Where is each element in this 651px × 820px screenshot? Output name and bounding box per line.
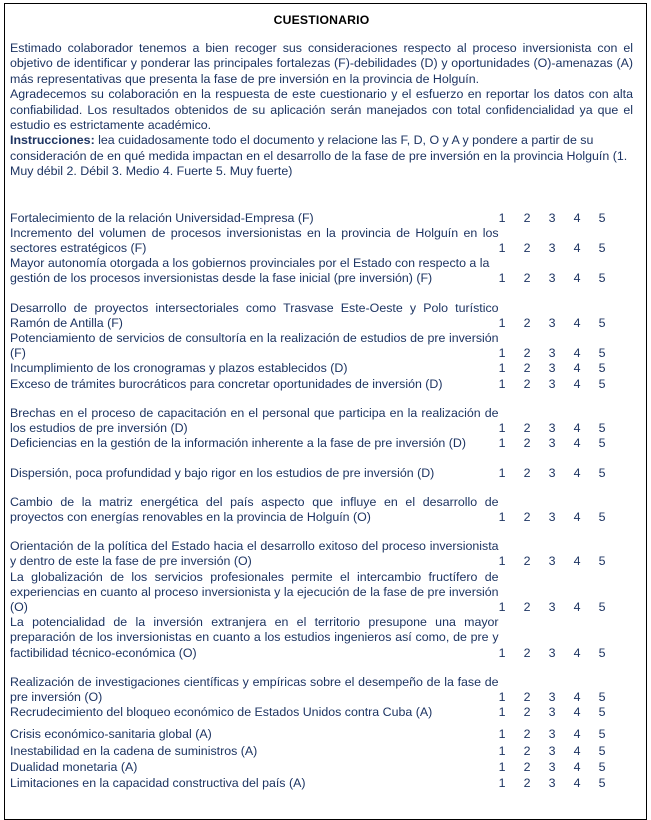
rating-option-1[interactable]: 1 xyxy=(498,775,506,790)
rating-option-1[interactable]: 1 xyxy=(498,645,506,660)
item-rating-scale[interactable] xyxy=(499,661,633,705)
rating-option-3[interactable]: 3 xyxy=(548,210,556,225)
rating-option-3[interactable]: 3 xyxy=(548,759,556,774)
item-rating-scale[interactable] xyxy=(499,720,633,742)
rating-option-1[interactable]: 1 xyxy=(498,361,506,376)
rating-option-4[interactable]: 4 xyxy=(573,346,581,361)
item-statement: Mayor autonomía otorgada a los gobiernos provinciales por el Estado con respecto a la gestión de los procesos inversionistas desde la fase inicial (pre inversión) (F) xyxy=(10,256,490,286)
rating-option-5[interactable]: 5 xyxy=(598,743,606,758)
item-statement: Recrudecimiento del bloqueo económico de Estados Unidos contra Cuba (A) xyxy=(10,705,433,720)
questionnaire-item-row xyxy=(10,615,633,661)
rating-option-2[interactable]: 2 xyxy=(523,645,531,660)
rating-option-1[interactable]: 1 xyxy=(498,421,506,436)
item-statement: Orientación de la política del Estado hacia el desarrollo exitoso del proceso inversionista y dentro de este la fase de pre inversión (O) xyxy=(10,539,499,569)
rating-option-2[interactable]: 2 xyxy=(523,346,531,361)
rating-option-2[interactable]: 2 xyxy=(523,421,531,436)
item-rating-scale[interactable] xyxy=(499,392,633,436)
page-content xyxy=(6,4,637,816)
rating-option-2[interactable]: 2 xyxy=(523,554,531,569)
rating-option-4[interactable]: 4 xyxy=(573,509,581,524)
rating-option-5[interactable]: 5 xyxy=(598,241,606,256)
rating-option-3[interactable]: 3 xyxy=(548,271,556,286)
rating-option-3[interactable]: 3 xyxy=(548,376,556,391)
rating-option-3[interactable]: 3 xyxy=(548,705,556,720)
item-statement: Deficiencias en la gestión de la información inherente a la fase de pre inversión (D) xyxy=(10,436,466,451)
intro-paragraph-2: Agradecemos su colaboración en la respuesta de este cuestionario y el esfuerzo en reportar los datos con alta confiabilidad. Los resultados obtenidos de su aplicación serán manejados con total confidencialidad ya que el estudio es estrictamente académico. xyxy=(10,87,633,133)
rating-option-2[interactable]: 2 xyxy=(523,727,531,742)
rating-option-1[interactable]: 1 xyxy=(498,705,506,720)
questionnaire-item-row xyxy=(10,705,633,720)
item-rating-scale[interactable] xyxy=(499,615,633,661)
item-rating-scale[interactable] xyxy=(499,570,633,616)
rating-option-5[interactable]: 5 xyxy=(598,775,606,790)
item-rating-scale[interactable] xyxy=(499,377,633,392)
rating-option-1[interactable]: 1 xyxy=(498,271,506,286)
page-title: CUESTIONARIO xyxy=(273,13,370,27)
rating-option-5[interactable]: 5 xyxy=(598,376,606,391)
item-rating-scale[interactable] xyxy=(499,525,633,569)
questionnaire-item-row xyxy=(10,570,633,616)
rating-option-5[interactable]: 5 xyxy=(598,346,606,361)
rating-option-1[interactable]: 1 xyxy=(498,759,506,774)
intro-paragraph-1: Estimado colaborador tenemos a bien recoger sus consideraciones respecto al proceso inversionista con el objetivo de identificar y ponderar las principales fortalezas (F)-debilidades (D) y oportunidades (O)-amenazas (A) más representativas que presenta la fase de pre inversión en la provincia de Holguín. xyxy=(10,41,633,86)
item-rating-scale[interactable] xyxy=(499,331,633,361)
rating-option-3[interactable]: 3 xyxy=(548,421,556,436)
rating-option-4[interactable]: 4 xyxy=(573,376,581,391)
rating-option-3[interactable]: 3 xyxy=(548,436,556,451)
rating-option-2[interactable]: 2 xyxy=(523,705,531,720)
item-statement: La potencialidad de la inversión extranjera en el territorio presupone una mayor preparación de los inversionistas en cuanto a los estudios ingenieros así como, de pre y factibilidad técnico-económica (O) xyxy=(10,615,499,660)
item-statement: Limitaciones en la capacidad constructiva del país (A) xyxy=(10,775,306,790)
rating-option-2[interactable]: 2 xyxy=(523,315,531,330)
item-statement: Incremento del volumen de procesos inversionistas en la provincia de Holguín en los sectores estratégicos (F) xyxy=(10,225,499,256)
rating-option-2[interactable]: 2 xyxy=(523,465,531,480)
item-rating-scale[interactable] xyxy=(499,361,633,376)
questionnaire-item-row xyxy=(10,392,633,436)
rating-option-3[interactable]: 3 xyxy=(548,509,556,524)
rating-option-1[interactable]: 1 xyxy=(498,727,506,742)
rating-option-4[interactable]: 4 xyxy=(573,743,581,758)
rating-option-3[interactable]: 3 xyxy=(548,645,556,660)
rating-option-4[interactable]: 4 xyxy=(573,705,581,720)
rating-option-3[interactable]: 3 xyxy=(548,361,556,376)
questionnaire-item-row xyxy=(10,287,633,331)
questionnaire-item-row xyxy=(10,211,633,226)
rating-option-2[interactable]: 2 xyxy=(523,689,531,704)
questionnaire-item-row xyxy=(10,452,633,481)
item-rating-scale[interactable] xyxy=(499,226,633,256)
questionnaire-item-row xyxy=(10,436,633,451)
rating-option-2[interactable]: 2 xyxy=(523,210,531,225)
items-body xyxy=(10,211,633,792)
instructions-text: lea cuidadosamente todo el documento y relacione las F, D, O y A y pondere a partir de su consideración de en qué medida impactan en el desarrollo de la fase de pre inversión en la provincia Holguín (1. Muy débil 2. Débil 3. Medio 4. Fuerte 5. Muy fuerte) xyxy=(10,133,628,179)
questionnaire-item-row xyxy=(10,377,633,392)
rating-option-1[interactable]: 1 xyxy=(498,210,506,225)
rating-option-2[interactable]: 2 xyxy=(523,376,531,391)
rating-option-5[interactable]: 5 xyxy=(598,599,606,614)
rating-option-2[interactable]: 2 xyxy=(523,241,531,256)
rating-option-5[interactable]: 5 xyxy=(598,436,606,451)
rating-option-5[interactable]: 5 xyxy=(598,705,606,720)
rating-option-5[interactable]: 5 xyxy=(598,465,606,480)
item-rating-scale[interactable] xyxy=(499,452,633,481)
rating-option-3[interactable]: 3 xyxy=(548,315,556,330)
item-statement: Dualidad monetaria (A) xyxy=(10,759,138,774)
item-statement: Cambio de la matriz energética del país aspecto que influye en el desarrollo de proyectos con energías renovables en la provincia de Holguín (O) xyxy=(10,494,499,524)
item-statement: La globalización de los servicios profesionales permite el intercambio fructífero de experiencias en cuanto al proceso inversionista y la ejecución de la fase de pre inversión (O) xyxy=(10,569,499,614)
item-statement: Inestabilidad en la cadena de suministros (A) xyxy=(10,743,258,758)
item-rating-scale[interactable] xyxy=(499,759,633,775)
rating-option-5[interactable]: 5 xyxy=(598,421,606,436)
rating-option-1[interactable]: 1 xyxy=(498,554,506,569)
item-rating-scale[interactable] xyxy=(499,436,633,451)
item-statement: Potenciamiento de servicios de consultoría en la realización de estudios de pre inversión (F) xyxy=(10,331,499,361)
rating-option-1[interactable]: 1 xyxy=(498,315,506,330)
item-statement: Fortalecimiento de la relación Universidad-Empresa (F) xyxy=(10,210,314,225)
rating-option-3[interactable]: 3 xyxy=(548,241,556,256)
item-statement: Incumplimiento de los cronogramas y plazos establecidos (D) xyxy=(10,361,348,376)
item-rating-scale[interactable] xyxy=(499,211,633,226)
rating-option-4[interactable]: 4 xyxy=(573,361,581,376)
rating-option-5[interactable]: 5 xyxy=(598,210,606,225)
rating-option-1[interactable]: 1 xyxy=(498,465,506,480)
questionnaire-item-row xyxy=(10,775,633,791)
rating-option-2[interactable]: 2 xyxy=(523,436,531,451)
rating-option-4[interactable]: 4 xyxy=(573,775,581,790)
rating-option-2[interactable]: 2 xyxy=(523,361,531,376)
rating-option-3[interactable]: 3 xyxy=(548,727,556,742)
rating-option-2[interactable]: 2 xyxy=(523,599,531,614)
item-rating-scale[interactable] xyxy=(499,481,633,525)
rating-option-2[interactable]: 2 xyxy=(523,743,531,758)
rating-option-4[interactable]: 4 xyxy=(573,271,581,286)
item-statement: Exceso de trámites burocráticos para concretar oportunidades de inversión (D) xyxy=(10,376,443,391)
rating-option-4[interactable]: 4 xyxy=(573,645,581,660)
rating-option-2[interactable]: 2 xyxy=(523,271,531,286)
rating-option-1[interactable]: 1 xyxy=(498,509,506,524)
rating-option-5[interactable]: 5 xyxy=(598,727,606,742)
rating-option-4[interactable]: 4 xyxy=(573,436,581,451)
item-rating-scale[interactable] xyxy=(499,256,633,286)
rating-option-3[interactable]: 3 xyxy=(548,554,556,569)
questionnaire-item-row xyxy=(10,759,633,775)
rating-option-1[interactable]: 1 xyxy=(498,346,506,361)
item-statement: Realización de investigaciones científicas y empíricas sobre el desempeño de la fase de pre inversión (O) xyxy=(10,674,499,704)
item-statement: Brechas en el proceso de capacitación en el personal que participa en la realización de los estudios de pre inversión (D) xyxy=(10,405,499,436)
questionnaire-item-row xyxy=(10,720,633,742)
instructions-paragraph xyxy=(10,133,633,179)
rating-option-4[interactable]: 4 xyxy=(573,554,581,569)
rating-option-3[interactable]: 3 xyxy=(548,599,556,614)
item-rating-scale[interactable] xyxy=(499,705,633,720)
rating-option-3[interactable]: 3 xyxy=(548,743,556,758)
instructions-label: Instrucciones: xyxy=(10,133,95,148)
intro-items-spacer xyxy=(10,180,633,211)
rating-option-5[interactable]: 5 xyxy=(598,645,606,660)
rating-option-1[interactable]: 1 xyxy=(498,743,506,758)
rating-option-4[interactable]: 4 xyxy=(573,689,581,704)
rating-option-5[interactable]: 5 xyxy=(598,759,606,774)
questionnaire-item-row xyxy=(10,661,633,705)
item-statement: Dispersión, poca profundidad y bajo rigor en los estudios de pre inversión (D) xyxy=(10,465,435,480)
rating-option-5[interactable]: 5 xyxy=(598,271,606,286)
rating-option-3[interactable]: 3 xyxy=(548,465,556,480)
questionnaire-item-row xyxy=(10,743,633,759)
rating-option-1[interactable]: 1 xyxy=(498,241,506,256)
rating-option-4[interactable]: 4 xyxy=(573,465,581,480)
rating-option-3[interactable]: 3 xyxy=(548,689,556,704)
rating-option-5[interactable]: 5 xyxy=(598,361,606,376)
questionnaire-item-row xyxy=(10,256,633,286)
rating-option-4[interactable]: 4 xyxy=(573,210,581,225)
questionnaire-item-row xyxy=(10,481,633,525)
questionnaire-item-row xyxy=(10,226,633,256)
questionnaire-item-row xyxy=(10,331,633,361)
rating-option-5[interactable]: 5 xyxy=(598,554,606,569)
questionnaire-items-table xyxy=(10,211,633,792)
intro-block xyxy=(10,41,633,180)
rating-option-1[interactable]: 1 xyxy=(498,689,506,704)
questionnaire-item-row xyxy=(10,525,633,569)
rating-option-4[interactable]: 4 xyxy=(573,315,581,330)
rating-option-1[interactable]: 1 xyxy=(498,376,506,391)
item-rating-scale[interactable] xyxy=(499,743,633,759)
rating-option-5[interactable]: 5 xyxy=(598,689,606,704)
item-statement: Crisis económico-sanitaria global (A) xyxy=(10,727,212,742)
rating-option-4[interactable]: 4 xyxy=(573,599,581,614)
rating-option-3[interactable]: 3 xyxy=(548,775,556,790)
rating-option-1[interactable]: 1 xyxy=(498,436,506,451)
rating-option-4[interactable]: 4 xyxy=(573,727,581,742)
rating-option-2[interactable]: 2 xyxy=(523,775,531,790)
rating-option-4[interactable]: 4 xyxy=(573,759,581,774)
rating-option-2[interactable]: 2 xyxy=(523,509,531,524)
rating-option-5[interactable]: 5 xyxy=(598,315,606,330)
item-statement: Desarrollo de proyectos intersectoriales como Trasvase Este-Oeste y Polo turístico Ramón de Antilla (F) xyxy=(10,300,499,330)
rating-option-5[interactable]: 5 xyxy=(598,509,606,524)
item-rating-scale[interactable] xyxy=(499,287,633,331)
rating-option-4[interactable]: 4 xyxy=(573,421,581,436)
rating-option-4[interactable]: 4 xyxy=(573,241,581,256)
rating-option-1[interactable]: 1 xyxy=(498,599,506,614)
questionnaire-item-row xyxy=(10,361,633,376)
rating-option-2[interactable]: 2 xyxy=(523,759,531,774)
rating-option-3[interactable]: 3 xyxy=(548,346,556,361)
item-rating-scale[interactable] xyxy=(499,775,633,791)
